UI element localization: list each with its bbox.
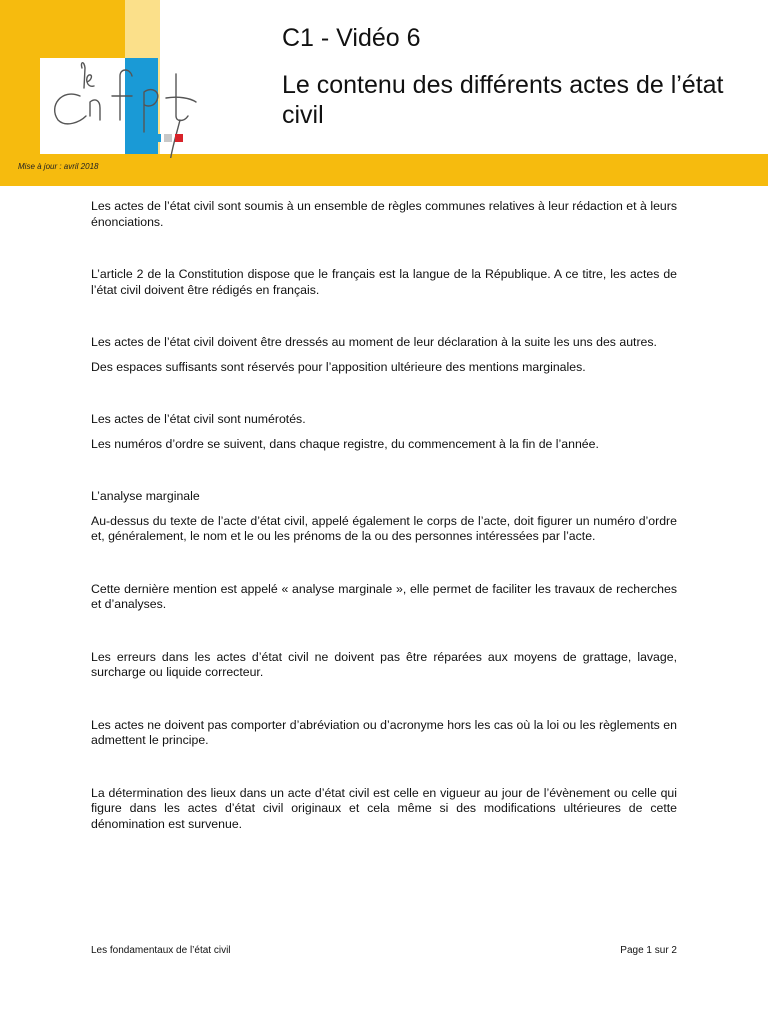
header-yellow-band [160,154,768,186]
footer-title: Les fondamentaux de l’état civil [91,945,231,956]
cnfpt-logo [40,58,240,158]
document-code: C1 - Vidéo 6 [282,24,421,52]
document-title: Le contenu des différents actes de l’état civil [282,71,724,129]
paragraph: Les actes de l’état civil sont soumis à un ensemble de règles communes relatives à leur rédaction et à leurs énonciations. [91,199,677,229]
paragraph: Des espaces suffisants sont réservés pour l’apposition ultérieure des mentions marginales. [91,359,586,374]
paragraph: L’article 2 de la Constitution dispose que le français est la langue de la République. A ce titre, les actes de l’état civil doivent être rédigés en français. [91,267,677,297]
paragraph: Cette dernière mention est appelé « analyse marginale », elle permet de faciliter les travaux de recherches et d’analyses. [91,581,677,611]
paragraph: Les numéros d’ordre se suivent, dans chaque registre, du commencement à la fin de l’année. [91,436,599,451]
section-heading: L’analyse marginale [91,489,200,503]
page-number: Page 1 sur 2 [620,945,677,956]
paragraph: La détermination des lieux dans un acte d’état civil est celle en vigueur au jour de l’évènement ou celle qui figure dans les actes d’état civil originaux et cela même si des modifications ultérieures de cette dénomination est survenue. [91,785,677,831]
paragraph: Les actes de l’état civil sont numérotés. [91,412,306,426]
paragraph: Au-dessus du texte de l’acte d’état civil, appelé également le corps de l’acte, doit figurer un numéro d’ordre et, généralement, le nom et le ou les prénoms de la ou des personnes intéressées par l’acte. [91,513,677,543]
update-date: Mise à jour : avril 2018 [18,162,99,171]
paragraph: Les actes ne doivent pas comporter d’abréviation ou d’acronyme hors les cas où la loi ou les règlements en admettent le principe. [91,717,677,747]
paragraph: Les actes de l’état civil doivent être dressés au moment de leur déclaration à la suite les uns des autres. [91,335,657,349]
paragraph: Les erreurs dans les actes d’état civil ne doivent pas être réparées aux moyens de grattage, lavage, surcharge ou liquide correcteur. [91,649,677,679]
document-body [91,199,677,832]
